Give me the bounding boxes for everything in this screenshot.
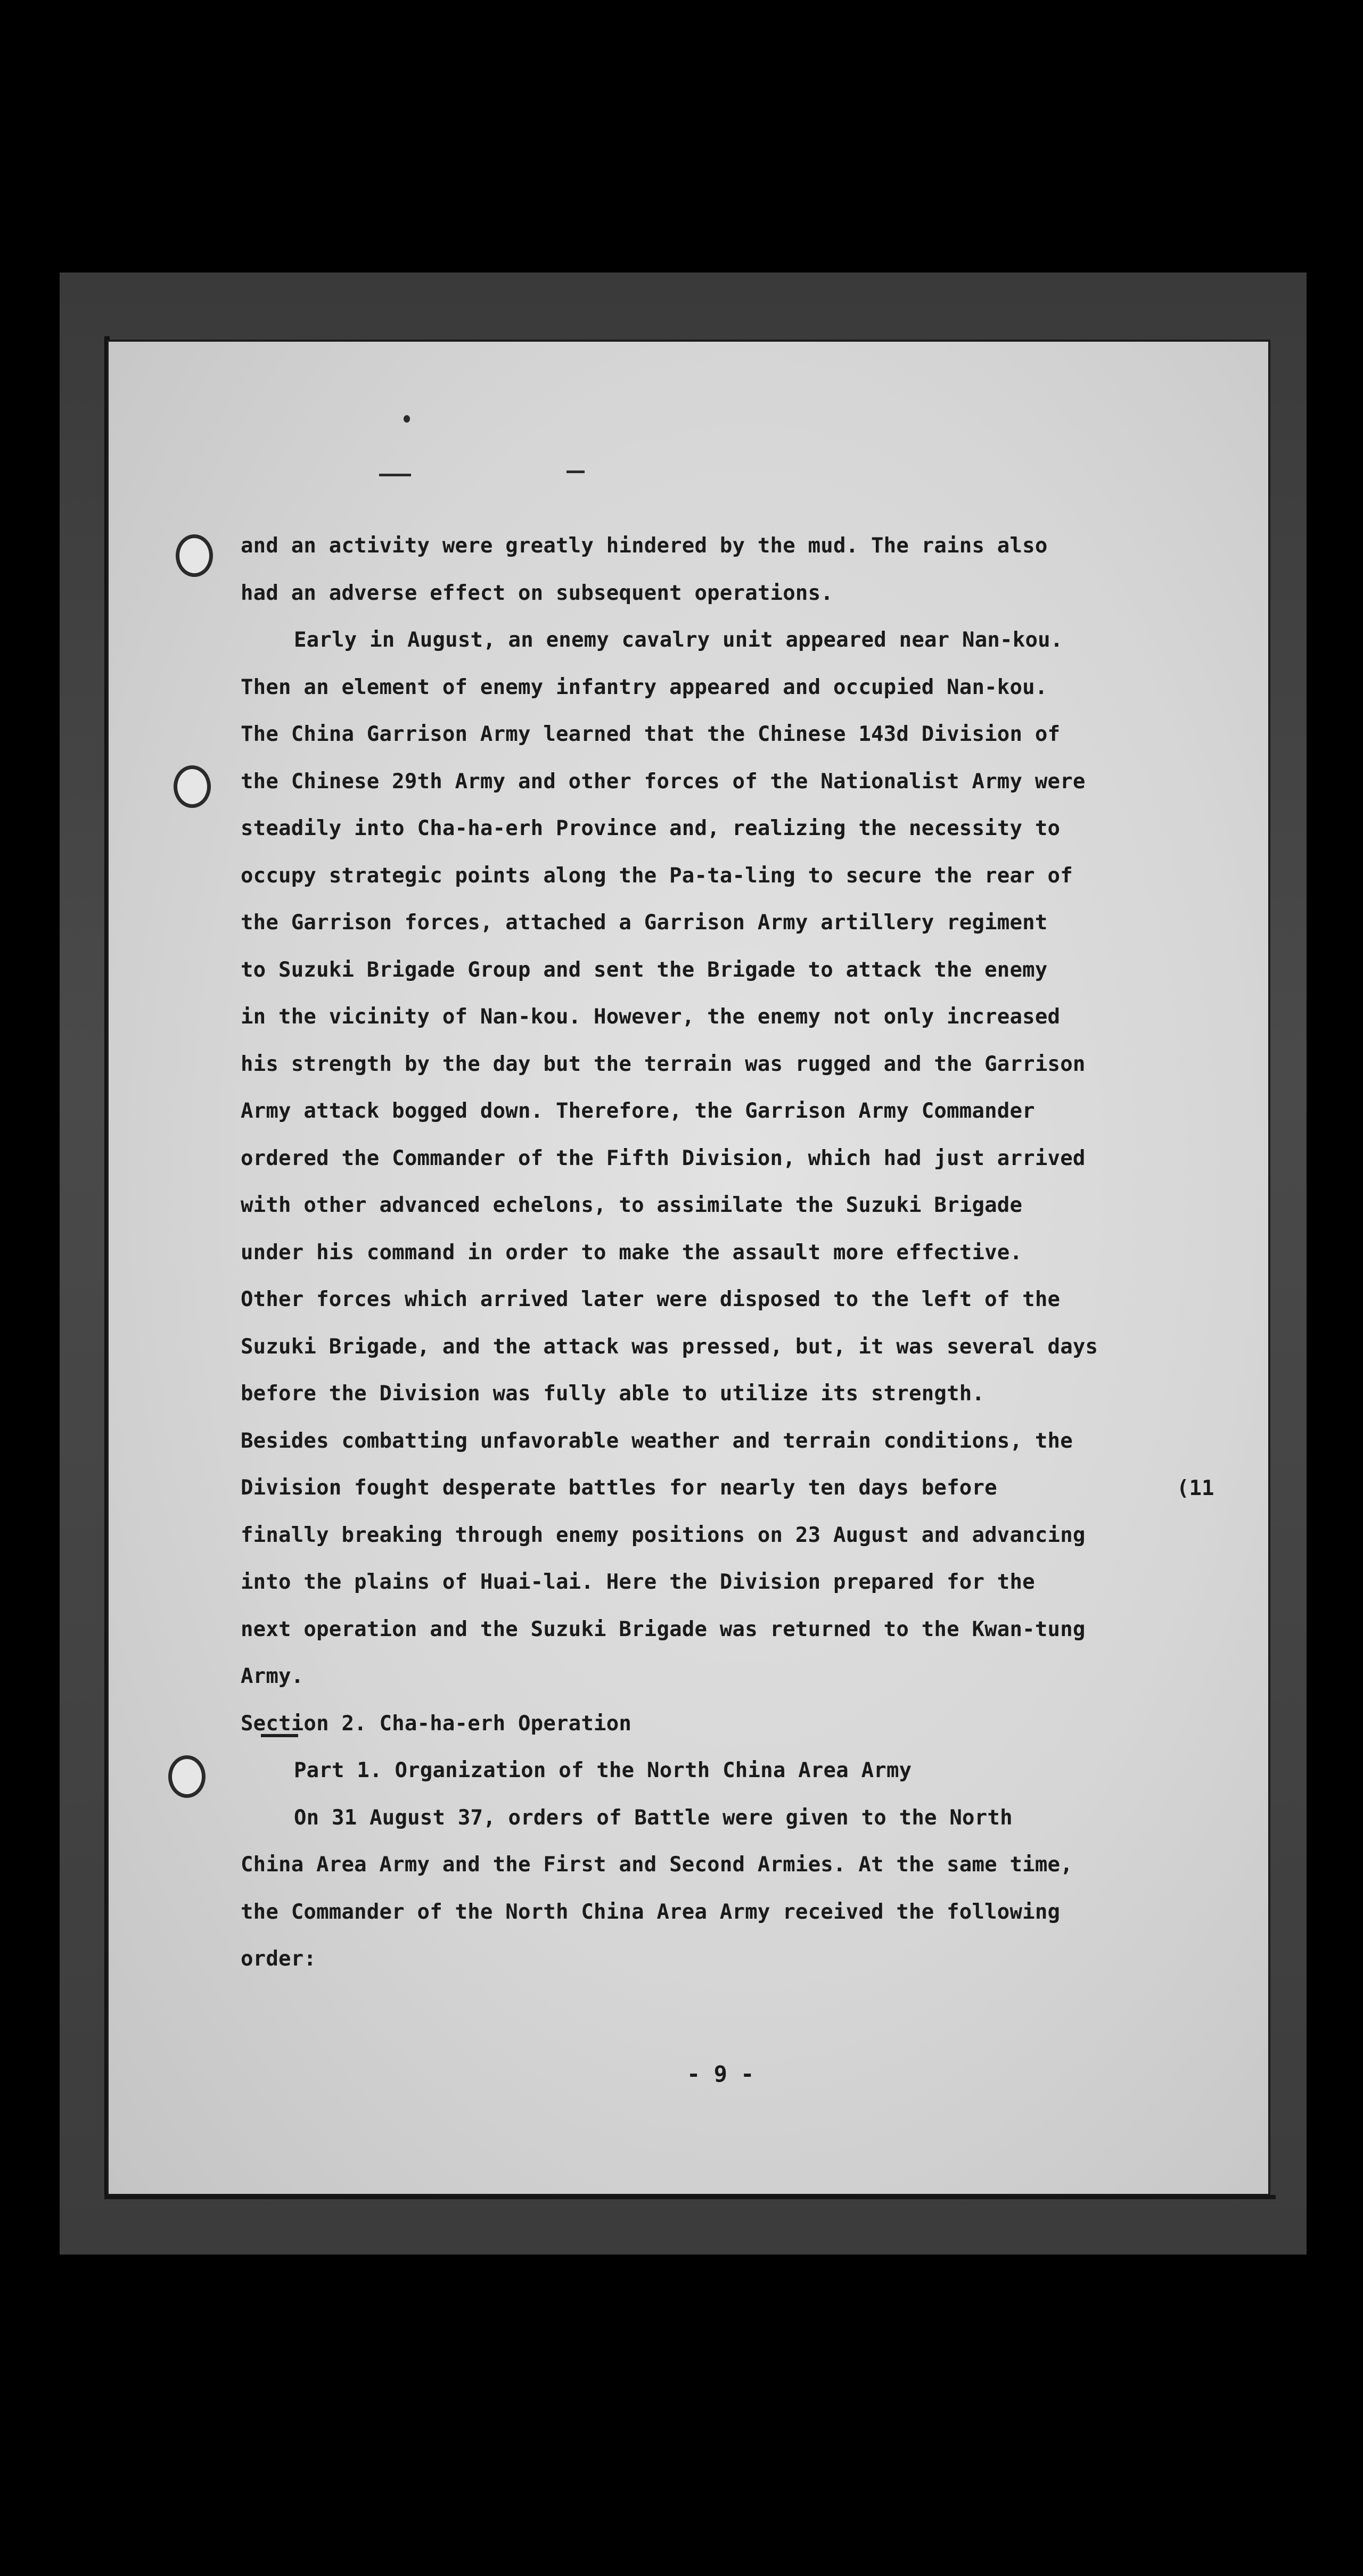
margin-note: (11 [1177,1476,1214,1500]
paper-bottom-edge [104,2195,1276,2199]
text-line: China Area Army and the First and Second Armies. At the same time, [241,1853,1073,1877]
page-number: - 9 - [687,2061,754,2087]
part-heading: Part 1. Organization of the North China Area Army [294,1758,912,1782]
text-line: to Suzuki Brigade Group and sent the Brigade to attack the enemy [241,957,1048,982]
text-line: and an activity were greatly hindered by the mud. The rains also [241,534,1048,558]
ink-mark [379,474,411,476]
text-line: with other advanced echelons, to assimilate the Suzuki Brigade [241,1193,1023,1217]
text-line: Other forces which arrived later were disposed to the left of the [241,1287,1061,1311]
text-line: occupy strategic points along the Pa-ta-ling to secure the rear of [241,863,1073,888]
text-line: his strength by the day but the terrain was rugged and the Garrison [241,1052,1086,1076]
text-line: Suzuki Brigade, and the attack was pressed, but, it was several days [241,1334,1098,1359]
text-line: Then an element of enemy infantry appeared and occupied Nan-kou. [241,675,1048,699]
text-line: next operation and the Suzuki Brigade was returned to the Kwan-tung [241,1617,1086,1641]
ink-mark [566,470,585,473]
text-line: the Chinese 29th Army and other forces of the Nationalist Army were [241,769,1086,794]
text-line: Army. [241,1664,304,1688]
text-line: Early in August, an enemy cavalry unit appeared near Nan-kou. [294,628,1063,652]
text-line: the Garrison forces, attached a Garrison Army artillery regiment [241,911,1048,935]
text-line: steadily into Cha-ha-erh Province and, realizing the necessity to [241,816,1061,840]
text-line: under his command in order to make the assault more effective. [241,1240,1023,1265]
punch-hole-icon [174,765,211,808]
text-line: had an adverse effect on subsequent operations. [241,581,833,605]
section-heading: Section 2. Cha-ha-erh Operation [241,1711,632,1736]
text-line: finally breaking through enemy positions on 23 August and advancing [241,1523,1086,1547]
text-line: Besides combatting unfavorable weather and terrain conditions, the [241,1429,1073,1453]
text-line: order: [241,1947,317,1971]
text-line: the Commander of the North China Area Army received the following [241,1900,1061,1924]
text-line: The China Garrison Army learned that the Chinese 143d Division of [241,722,1061,746]
text-line: Division fought desperate battles for nearly ten days before [241,1476,997,1500]
text-line: into the plains of Huai-lai. Here the Division prepared for the [241,1570,1035,1594]
punch-hole-icon [168,1755,206,1798]
text-line: ordered the Commander of the Fifth Division, which had just arrived [241,1146,1086,1170]
punch-hole-icon [176,534,213,577]
text-line: On 31 August 37, orders of Battle were given to the North [294,1805,1013,1830]
text-line: before the Division was fully able to utilize its strength. [241,1382,985,1406]
text-line: Army attack bogged down. Therefore, the Garrison Army Commander [241,1099,1035,1123]
ink-speck [404,415,410,423]
text-line: in the vicinity of Nan-kou. However, the enemy not only increased [241,1005,1061,1029]
document-body [241,523,1135,1983]
